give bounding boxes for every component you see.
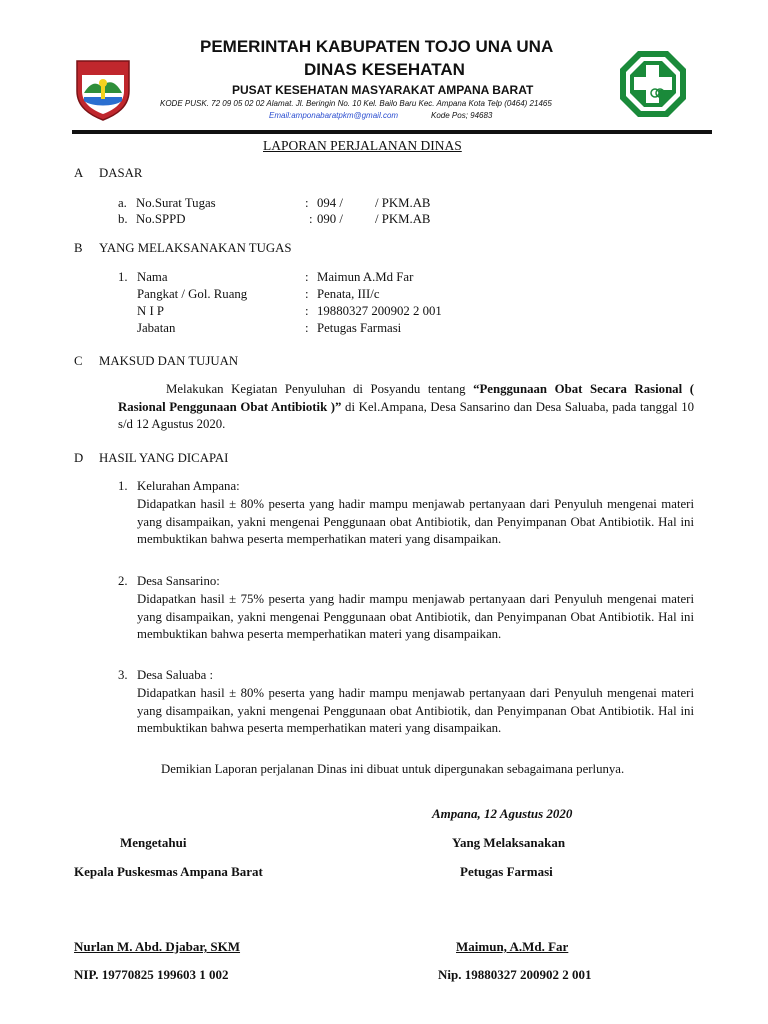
colon: : bbox=[305, 287, 309, 301]
label-pangkat: Pangkat / Gol. Ruang bbox=[137, 287, 248, 301]
result-place: Kelurahan Ampana: bbox=[137, 479, 240, 493]
left-signatory-name: Nurlan M. Abd. Djabar, SKM bbox=[74, 939, 241, 954]
closing-paragraph: Demikian Laporan perjalanan Dinas ini dibuat untuk dipergunakan sebagaimana perlunya. bbox=[161, 762, 625, 776]
colon: : bbox=[305, 196, 309, 210]
header-government: PEMERINTAH KABUPATEN TOJO UNA UNA bbox=[200, 37, 554, 56]
item-number: 1. bbox=[118, 270, 128, 284]
section-a-heading: DASAR bbox=[99, 166, 143, 180]
colon: : bbox=[305, 321, 309, 335]
purpose-paragraph bbox=[118, 381, 694, 434]
label-sppd: No.SPPD bbox=[136, 212, 186, 226]
suffix-sppd: / PKM.AB bbox=[375, 212, 431, 226]
label-nama: Nama bbox=[137, 270, 168, 284]
header-address: KODE PUSK. 72 09 05 02 02 Alamat. Jl. Beringin No. 10 Kel. Bailo Baru Kec. Ampana Kota Telp (0464) 21465 bbox=[160, 99, 552, 108]
section-c-letter: C bbox=[74, 354, 83, 368]
letterhead-divider bbox=[72, 130, 712, 134]
result-text: Didapatkan hasil ± 80% peserta yang hadir mampu menjawab pertanyaan dari Penyuluh mengenai materi yang disampaikan, yakni mengenai Penggunaan obat Antibiotik, dan Penyimpanan Obat Antibiotik. Hal ini membuktikan bahwa peserta memperhatikan materi yang disampaikan. bbox=[137, 497, 694, 546]
puskesmas-logo bbox=[618, 49, 688, 119]
section-d-letter: D bbox=[74, 451, 84, 465]
item-number: 3. bbox=[118, 668, 128, 682]
label-surat-tugas: No.Surat Tugas bbox=[136, 196, 216, 210]
colon: : bbox=[309, 212, 313, 226]
value-surat-tugas: 094 / bbox=[317, 196, 343, 210]
colon: : bbox=[305, 304, 309, 318]
value-nama: Maimun A.Md Far bbox=[317, 270, 414, 284]
left-signatory-label: Mengetahui bbox=[120, 835, 187, 850]
right-signatory-label: Yang Melaksanakan bbox=[452, 835, 566, 850]
header-email[interactable]: Email:amponabaratpkm@gmail.com bbox=[269, 111, 399, 120]
item-number: 1. bbox=[118, 479, 128, 493]
section-d-heading: HASIL YANG DICAPAI bbox=[99, 451, 229, 465]
header-agency: DINAS KESEHATAN bbox=[304, 60, 465, 79]
colon: : bbox=[305, 270, 309, 284]
result-place: Desa Saluaba : bbox=[137, 668, 214, 682]
header-postal-code: Kode Pos; 94683 bbox=[431, 111, 493, 120]
value-nip: 19880327 200902 2 001 bbox=[317, 304, 442, 318]
right-signatory-title: Petugas Farmasi bbox=[460, 864, 553, 879]
section-c-heading: MAKSUD DAN TUJUAN bbox=[99, 354, 239, 368]
item-number: b. bbox=[118, 212, 128, 226]
value-pangkat: Penata, III/c bbox=[317, 287, 380, 301]
item-number: 2. bbox=[118, 574, 128, 588]
right-signatory-nip: Nip. 19880327 200902 2 001 bbox=[438, 967, 592, 982]
result-text: Didapatkan hasil ± 75% peserta yang hadir mampu menjawab pertanyaan dari Penyuluh mengenai materi yang disampaikan, yakni mengenai Penggunaan obat Antibiotik, dan Penyimpanan Obat Antibiotik. Hal ini membuktikan bahwa peserta memperhatikan materi yang disampaikan. bbox=[137, 592, 694, 641]
purpose-text-intro: Melakukan Kegiatan Penyuluhan di Posyandu tentang bbox=[166, 382, 474, 396]
item-number: a. bbox=[118, 196, 127, 210]
regency-seal-logo bbox=[74, 57, 132, 121]
place-date: Ampana, 12 Agustus 2020 bbox=[432, 806, 573, 821]
purpose-topic: “Penggunaan Obat Secara Rasional ( Rasional Penggunaan Obat Antibiotik )” bbox=[118, 382, 694, 414]
left-signatory-title: Kepala Puskesmas Ampana Barat bbox=[74, 864, 263, 879]
result-text: Didapatkan hasil ± 80% peserta yang hadir mampu menjawab pertanyaan dari Penyuluh mengenai materi yang disampaikan, yakni mengenai Penggunaan obat Antibiotik, dan Penyimpanan Obat Antibiotik. Hal ini membuktikan bahwa peserta memperhatikan materi yang disampaikan. bbox=[137, 686, 694, 735]
purpose-text-location: di Kel.Ampana, Desa Sansarino dan Desa Saluaba, pada tanggal 10 s/d 12 Agustus 2020. bbox=[118, 399, 695, 431]
section-b-letter: B bbox=[74, 241, 83, 255]
right-signatory-name: Maimun, A.Md. Far bbox=[456, 939, 569, 954]
section-b-heading: YANG MELAKSANAKAN TUGAS bbox=[99, 241, 292, 255]
label-jabatan: Jabatan bbox=[137, 321, 176, 335]
header-institution: PUSAT KESEHATAN MASYARAKAT AMPANA BARAT bbox=[232, 83, 534, 97]
label-nip: N I P bbox=[137, 304, 165, 318]
value-jabatan: Petugas Farmasi bbox=[317, 321, 402, 335]
value-sppd: 090 / bbox=[317, 212, 343, 226]
section-a-letter: A bbox=[74, 166, 84, 180]
suffix-surat-tugas: / PKM.AB bbox=[375, 196, 431, 210]
left-signatory-nip: NIP. 19770825 199603 1 002 bbox=[74, 967, 229, 982]
document-title: LAPORAN PERJALANAN DINAS bbox=[263, 138, 462, 153]
result-place: Desa Sansarino: bbox=[137, 574, 220, 588]
